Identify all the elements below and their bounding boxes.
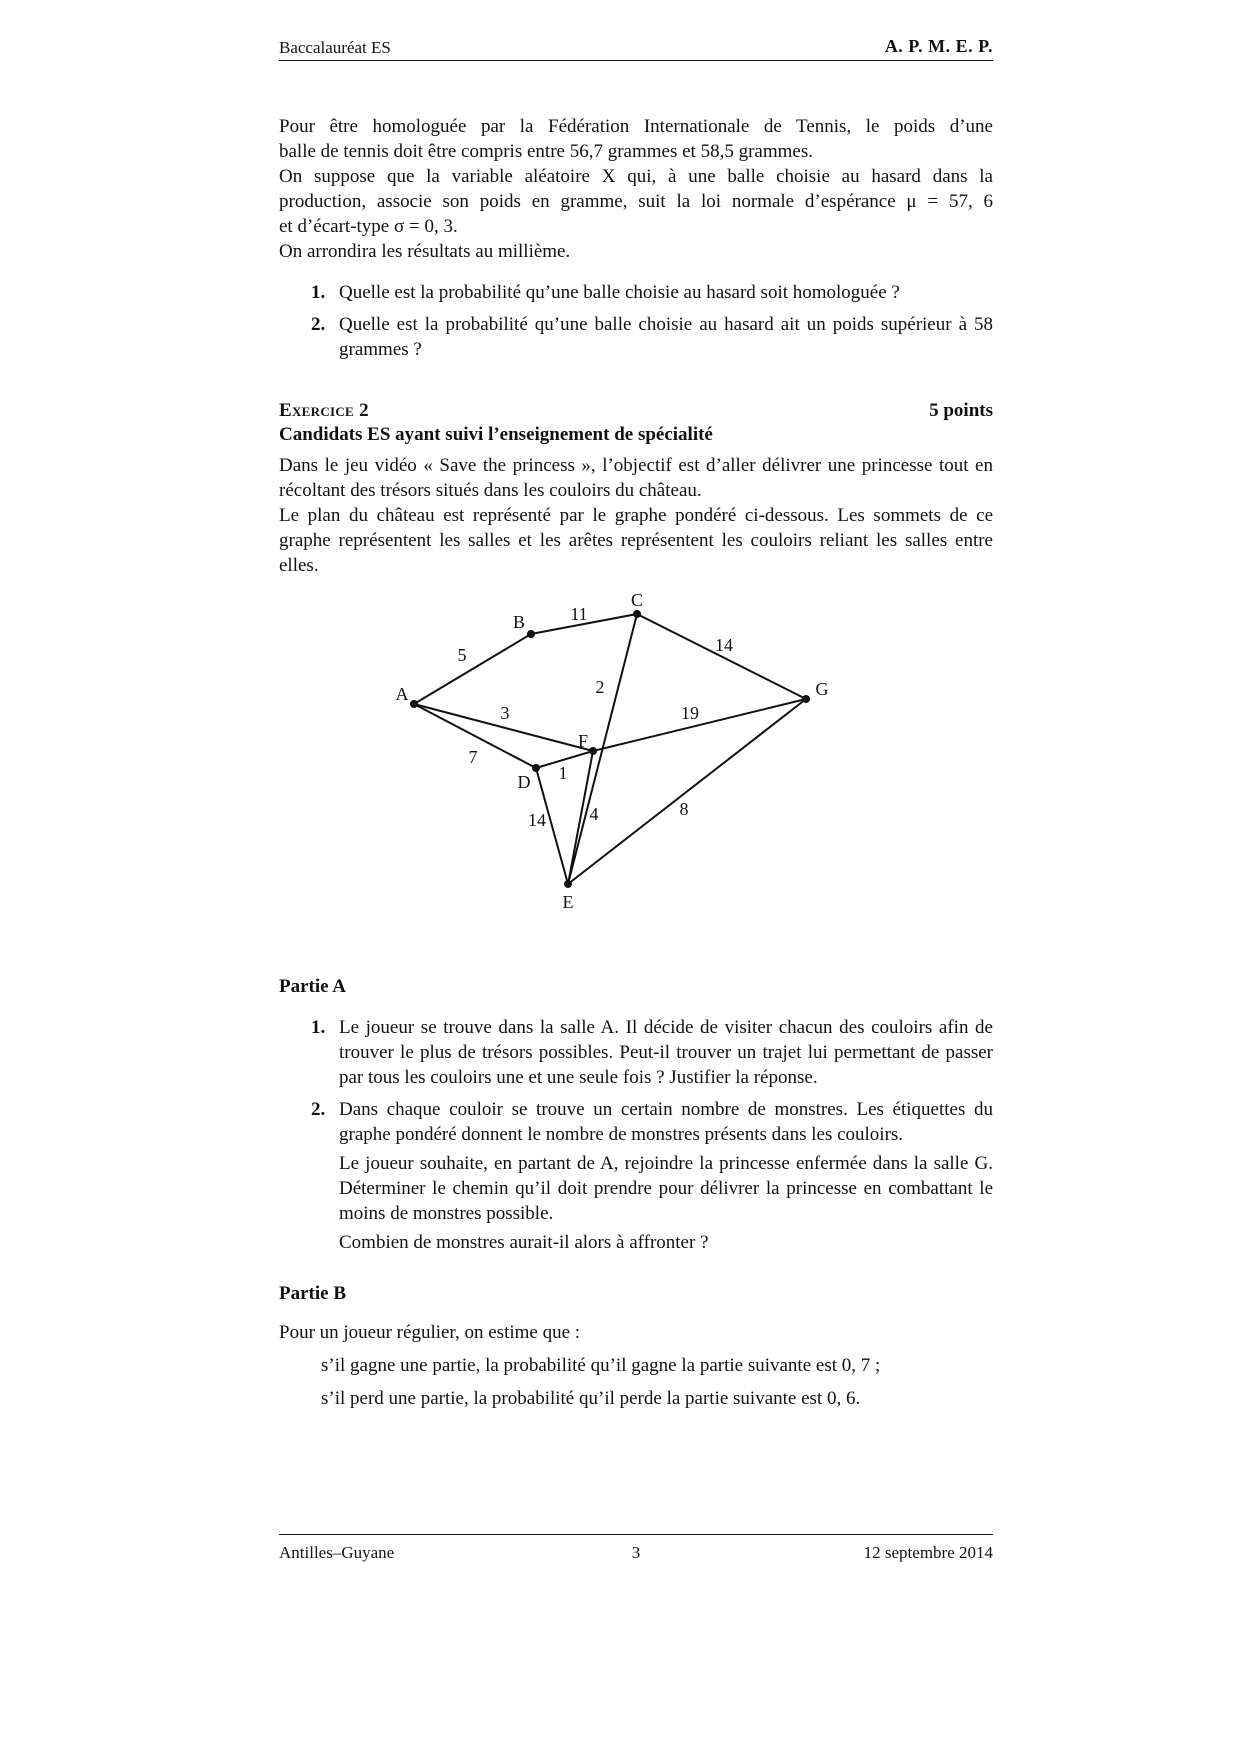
vertex-label-B: B: [512, 612, 526, 632]
question-text: Quelle est la probabilité qu’une balle choisie au hasard soit homologuée ?: [339, 282, 900, 303]
question-item: [279, 312, 993, 362]
edge-weight-F-E: 4: [589, 804, 599, 824]
part-a-item-text: Le joueur se trouve dans la salle A. Il décide de visiter chacun des couloirs afin de trouver le plus de trésors possibles. Peut-il trouver un trajet lui permettant de passer par tous les couloirs une et une seule fois ? Justifier la réponse.: [339, 1017, 993, 1088]
intro-line: On suppose que la variable aléatoire X qui, à une balle choisie au hasard dans la: [279, 166, 993, 187]
exercise-subtitle: Candidats ES ayant suivi l’enseignement de spécialité: [279, 424, 713, 445]
part-b-line: s’il gagne une partie, la probabilité qu’il gagne la partie suivante est 0, 7 ;: [321, 1355, 881, 1376]
intro-paragraph: [279, 114, 993, 264]
graph-svg: [279, 588, 993, 960]
edge-E-G: [568, 699, 806, 884]
header-right: A. P. M. E. P.: [884, 36, 993, 56]
part-b-lines: [279, 1353, 993, 1411]
footer-left: Antilles–Guyane: [279, 1543, 395, 1562]
part-b-title: Partie B: [279, 1283, 347, 1304]
intro-line: Pour être homologuée par la Fédération Internationale de Tennis, le poids d’une: [279, 116, 993, 137]
vertex-label-D: D: [517, 772, 531, 792]
vertex-D: [532, 764, 540, 772]
page-body: [279, 114, 993, 1419]
part-a-title: Partie A: [279, 976, 347, 997]
edge-weight-A-B: 5: [457, 645, 467, 665]
weighted-graph: [279, 588, 993, 960]
exercise-paragraph-1: Dans le jeu vidéo « Save the princess », l’objectif est d’aller délivrer une princesse tout en récoltant des trésors situés dans les couloirs du château.: [279, 455, 993, 501]
intro-line: production, associe son poids en gramme, suit la loi normale d’espérance μ = 57, 6: [279, 191, 993, 212]
edge-weight-A-F: 3: [500, 703, 510, 723]
edge-weight-C-G: 14: [715, 635, 733, 655]
part-a-item-text: Le joueur souhaite, en partant de A, rejoindre la princesse enfermée dans la salle G. Déterminer le chemin qu’il doit prendre pour délivrer la princesse en combattant le moins de monstres possible.: [339, 1153, 993, 1224]
part-b-line: s’il perd une partie, la probabilité qu’il perde la partie suivante est 0, 6.: [321, 1388, 861, 1409]
question-text: Quelle est la probabilité qu’une balle choisie au hasard ait un poids supérieur à 58 grammes ?: [339, 314, 993, 360]
part-a-questions: [279, 1015, 993, 1255]
intro-line: et d’écart-type σ = 0, 3.: [279, 216, 458, 237]
graph-labels: [396, 590, 829, 912]
edge-weight-D-F: 1: [558, 763, 568, 783]
question-number: 1.: [311, 282, 326, 303]
exercise-points: 5 points: [929, 400, 993, 421]
edge-weight-B-C: 11: [570, 604, 588, 624]
part-a-item-text: Combien de monstres aurait-il alors à affronter ?: [339, 1232, 709, 1253]
edge-weight-C-E: 2: [595, 677, 605, 697]
question-item: [279, 280, 993, 305]
vertex-F: [589, 747, 597, 755]
part-a-item-number: 1.: [311, 1017, 326, 1038]
intro-questions: [279, 280, 993, 362]
edge-C-G: [637, 614, 806, 699]
vertex-label-E: E: [562, 892, 574, 912]
footer-page-number: 3: [631, 1543, 641, 1562]
header-left: Baccalauréat ES: [279, 38, 391, 57]
vertex-A: [410, 700, 418, 708]
edge-weight-E-G: 8: [679, 799, 689, 819]
vertex-label-C: C: [630, 590, 644, 610]
exercise-heading: [279, 398, 993, 422]
vertex-B: [527, 630, 535, 638]
page-footer: [279, 1534, 993, 1567]
edge-weight-A-D: 7: [468, 747, 478, 767]
footer-date: 12 septembre 2014: [863, 1543, 993, 1562]
vertex-G: [802, 695, 810, 703]
question-number: 2.: [311, 314, 326, 335]
vertex-label-A: A: [395, 684, 409, 704]
part-a-item-text: Dans chaque couloir se trouve un certain nombre de monstres. Les étiquettes du graphe pondéré donnent le nombre de monstres présents dans les couloirs.: [339, 1099, 993, 1145]
vertex-label-F: F: [577, 731, 589, 751]
intro-line: balle de tennis doit être compris entre 56,7 grammes et 58,5 grammes.: [279, 141, 813, 162]
vertex-C: [633, 610, 641, 618]
part-a-item: [279, 1015, 993, 1090]
exercise-title: Exercice 2: [279, 400, 369, 421]
part-b-intro: Pour un joueur régulier, on estime que :: [279, 1322, 581, 1343]
edge-weight-F-G: 19: [681, 703, 699, 723]
part-a-item: [279, 1097, 993, 1255]
edge-A-B: [414, 634, 531, 704]
edge-weight-D-E: 14: [528, 810, 546, 830]
exercise-paragraph-2: Le plan du château est représenté par le graphe pondéré ci-dessous. Les sommets de ce graphe représentent les salles et les arêtes représentent les couloirs reliant les salles entre elles.: [279, 505, 993, 576]
part-a-item-number: 2.: [311, 1099, 326, 1120]
vertex-E: [564, 880, 572, 888]
intro-line: On arrondira les résultats au millième.: [279, 241, 571, 262]
page-header: [279, 38, 993, 61]
vertex-label-G: G: [815, 679, 829, 699]
